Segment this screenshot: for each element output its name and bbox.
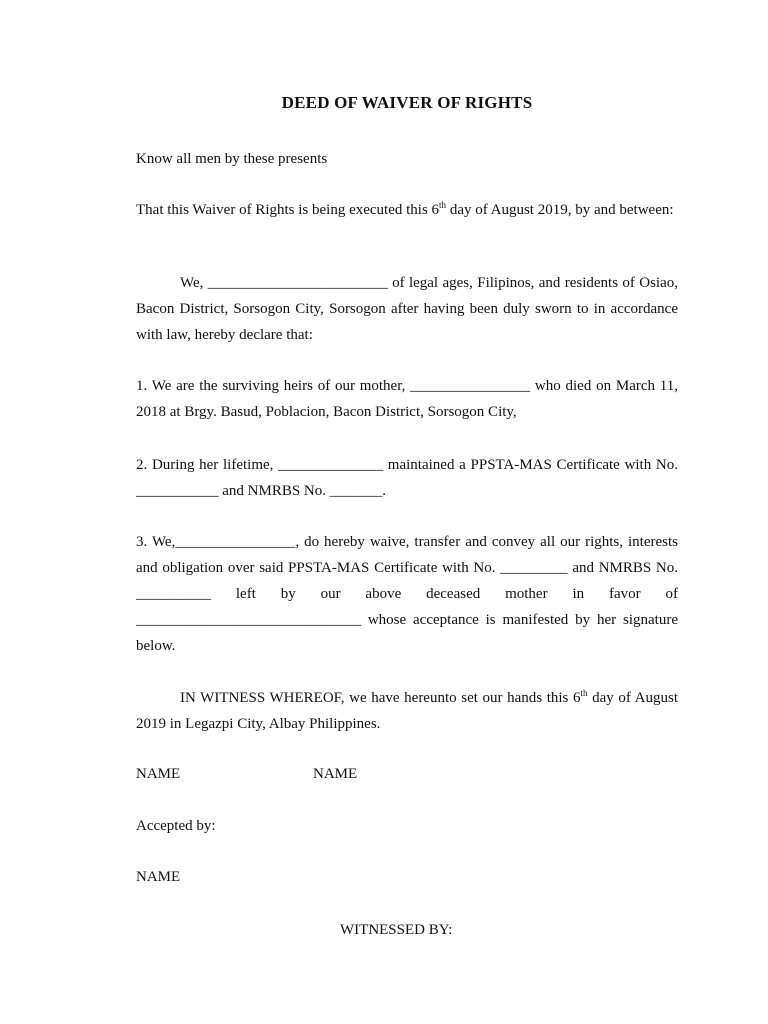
witness-clause-start: IN WITNESS WHEREOF, we have hereunto set our hands this 6: [180, 690, 581, 706]
item-2-paragraph: 2. During her lifetime, ______________ maintained a PPSTA-MAS Certificate with No. ___________ and NMRBS No. _______.: [136, 457, 678, 499]
item-3-paragraph: 3. We,________________, do hereby waive, transfer and convey all our rights, interests and obligation over said PPSTA-MAS Certificate with No. _________ and NMRBS No. __________ left by our above deceased mother in favor of ______________________________ whose acceptance is manifested by her signature below.: [136, 534, 678, 654]
execution-text-end: day of August 2019, by and between:: [446, 202, 674, 218]
execution-paragraph: [136, 197, 678, 223]
execution-ordinal-suffix: th: [439, 200, 447, 210]
document-title: DEED OF WAIVER OF RIGHTS: [281, 93, 533, 112]
witness-clause-end: day of August 2019 in Legazpi City, Albay Philippines.: [136, 690, 678, 732]
witness-clause-paragraph: [136, 685, 678, 737]
acceptor-name: NAME: [136, 869, 181, 885]
signatory-name-1: NAME: [136, 766, 181, 782]
declaration-paragraph: We, ________________________ of legal ages, Filipinos, and residents of Osiao, Bacon District, Sorsogon City, Sorsogon after having been duly sworn to in accordance with law, hereby declare that:: [136, 275, 678, 343]
accepted-by-label: Accepted by:: [136, 818, 216, 834]
witness-ordinal-suffix: th: [580, 688, 588, 698]
execution-text-start: That this Waiver of Rights is being executed this 6: [136, 202, 440, 218]
intro-line: Know all men by these presents: [136, 151, 328, 167]
signatory-name-2: NAME: [313, 766, 358, 782]
item-1-paragraph: 1. We are the surviving heirs of our mother, ________________ who died on March 11, 2018 at Brgy. Basud, Poblacion, Bacon District, Sorsogon City,: [136, 378, 678, 420]
signatory-names-row: [136, 761, 678, 787]
witnessed-by-label: WITNESSED BY:: [340, 922, 453, 938]
